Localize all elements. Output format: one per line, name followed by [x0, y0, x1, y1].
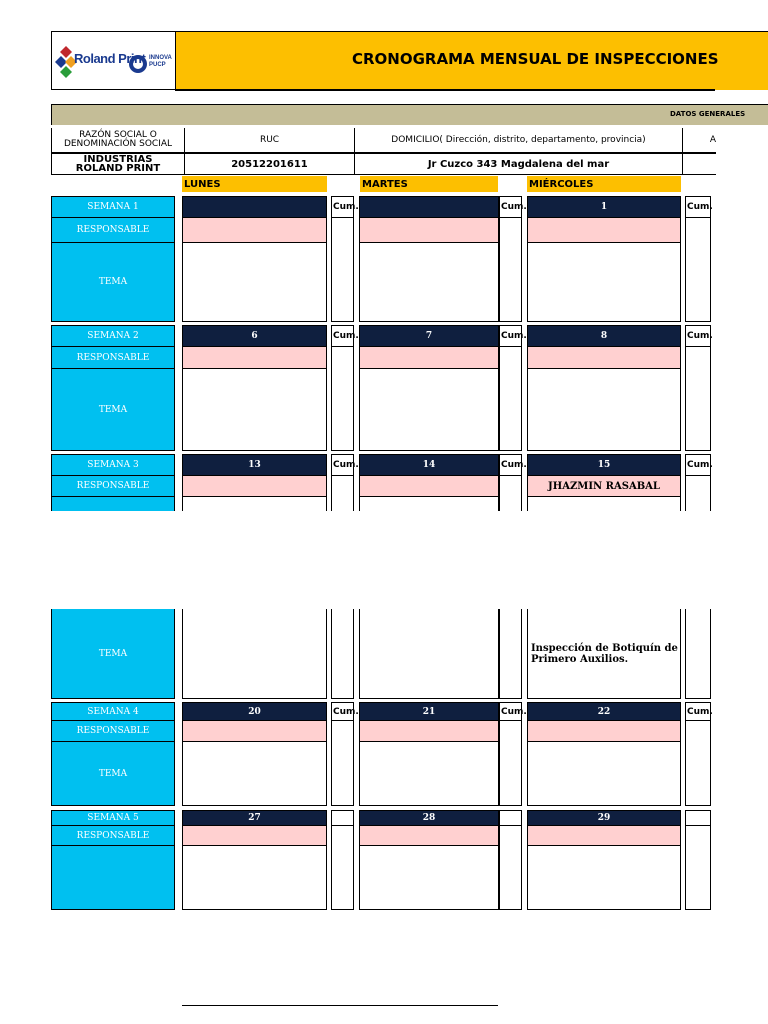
w3-tue-date: 14	[359, 454, 499, 476]
w4-mon-tema	[182, 742, 327, 806]
w3-wed-cum-col	[685, 476, 711, 511]
semana-4-label: SEMANA 4	[51, 702, 175, 721]
w1-tue-tema	[359, 243, 499, 322]
w3-wed-tema: Inspección de Botiquín de Primero Auxilios.	[527, 609, 681, 699]
w1-mon-date	[182, 196, 327, 218]
w1-mon-cum-col	[331, 218, 354, 322]
w2-mon-date: 6	[182, 325, 327, 347]
w5-tue-date: 28	[359, 810, 499, 826]
w3-tue-tema	[359, 609, 499, 699]
day-header-lunes: LUNES	[182, 176, 327, 192]
w3-wed-cum-col2	[685, 609, 711, 699]
day-header-miercoles: MIÉRCOLES	[527, 176, 681, 192]
w1-mon-cum: Cum.	[331, 196, 354, 218]
logo-box	[51, 31, 175, 90]
w4-tue-responsable	[359, 721, 499, 742]
w3-wed-cum: Cum.	[685, 454, 711, 476]
semana-4-tema-label: TEMA	[51, 742, 175, 806]
semana-3-tema-label: TEMA	[51, 609, 175, 699]
w4-wed-cum: Cum.	[685, 702, 711, 721]
value-col4	[682, 153, 716, 175]
w5-wed-responsable	[527, 826, 681, 846]
header-col4: A	[682, 128, 716, 153]
w2-mon-cum-col	[331, 347, 354, 451]
w5-tue-tema	[359, 846, 499, 910]
w3-mon-tema	[182, 609, 327, 699]
w1-mon-tema	[182, 243, 327, 322]
w3-wed-tema-top	[527, 497, 681, 511]
header-razon-social: RAZÓN SOCIAL O DENOMINACIÓN SOCIAL	[51, 128, 184, 153]
w1-wed-cum-col	[685, 218, 711, 322]
w1-tue-cum-col	[499, 218, 522, 322]
header-domicilio: DOMICILIO( Dirección, distrito, departamento, provincia)	[354, 128, 682, 153]
w2-mon-responsable	[182, 347, 327, 369]
w1-wed-cum: Cum.	[685, 196, 711, 218]
w2-wed-tema	[527, 369, 681, 451]
w3-mon-tema-top	[182, 497, 327, 511]
semana-1-responsable-label: RESPONSABLE	[51, 218, 175, 243]
w5-mon-responsable	[182, 826, 327, 846]
semana-3-responsable-label: RESPONSABLE	[51, 476, 175, 497]
w1-wed-responsable	[527, 218, 681, 243]
w1-tue-cum: Cum.	[499, 196, 522, 218]
w4-wed-tema	[527, 742, 681, 806]
w5-tue-responsable	[359, 826, 499, 846]
semana-3-tema-top	[51, 497, 175, 511]
w5-mon-tema	[182, 846, 327, 910]
w3-tue-cum: Cum.	[499, 454, 522, 476]
header-ruc: RUC	[184, 128, 354, 153]
w4-tue-tema	[359, 742, 499, 806]
logo-partner-text: INNOVA PUCP	[149, 55, 172, 68]
w2-tue-cum-col	[499, 347, 522, 451]
w5-mon-cum	[331, 810, 354, 826]
w2-wed-cum-col	[685, 347, 711, 451]
semana-2-tema-label: TEMA	[51, 369, 175, 451]
signature-line	[182, 1005, 498, 1006]
w5-wed-tema	[527, 846, 681, 910]
w3-mon-responsable	[182, 476, 327, 497]
day-header-martes: MARTES	[360, 176, 498, 192]
w1-mon-responsable	[182, 218, 327, 243]
w4-mon-responsable	[182, 721, 327, 742]
semana-1-tema-label: TEMA	[51, 243, 175, 322]
semana-2-responsable-label: RESPONSABLE	[51, 347, 175, 369]
w3-tue-cum-col	[499, 476, 522, 511]
w3-tue-tema-top	[359, 497, 499, 511]
w4-mon-date: 20	[182, 702, 327, 721]
w2-mon-cum: Cum.	[331, 325, 354, 347]
logo-brand-text: Roland Print	[74, 51, 146, 66]
w2-mon-tema	[182, 369, 327, 451]
w4-tue-cum: Cum.	[499, 702, 522, 721]
w5-mon-cum-col	[331, 826, 354, 910]
w3-mon-cum-col	[331, 476, 354, 511]
w4-tue-cum-col	[499, 721, 522, 806]
semana-3-label: SEMANA 3	[51, 454, 175, 476]
value-domicilio: Jr Cuzco 343 Magdalena del mar	[354, 153, 682, 175]
w3-tue-cum-col2	[499, 609, 522, 699]
title-band-dark	[175, 89, 715, 91]
w2-wed-responsable	[527, 347, 681, 369]
w5-wed-cum-col	[685, 826, 711, 910]
datos-generales-band	[51, 104, 768, 125]
w2-tue-cum: Cum.	[499, 325, 522, 347]
w3-mon-date: 13	[182, 454, 327, 476]
w1-wed-date: 1	[527, 196, 681, 218]
datos-generales-label: DATOS GENERALES	[670, 110, 746, 118]
page-break-gap	[0, 511, 768, 609]
w4-wed-date: 22	[527, 702, 681, 721]
semana-1-label: SEMANA 1	[51, 196, 175, 218]
w4-mon-cum: Cum.	[331, 702, 354, 721]
w3-wed-date: 15	[527, 454, 681, 476]
w1-tue-responsable	[359, 218, 499, 243]
w1-tue-date	[359, 196, 499, 218]
w4-wed-responsable	[527, 721, 681, 742]
w2-tue-date: 7	[359, 325, 499, 347]
w2-wed-cum: Cum.	[685, 325, 711, 347]
w4-wed-cum-col	[685, 721, 711, 806]
w3-wed-responsable: JHAZMIN RASABAL	[527, 476, 681, 497]
value-ruc: 20512201611	[184, 153, 354, 175]
w2-wed-date: 8	[527, 325, 681, 347]
w5-wed-cum	[685, 810, 711, 826]
semana-5-label: SEMANA 5	[51, 810, 175, 826]
semana-5-tema-label	[51, 846, 175, 910]
semana-4-responsable-label: RESPONSABLE	[51, 721, 175, 742]
w3-mon-cum-col2	[331, 609, 354, 699]
page-title: CRONOGRAMA MENSUAL DE INSPECCIONES	[352, 50, 719, 68]
w4-tue-date: 21	[359, 702, 499, 721]
w3-tue-responsable	[359, 476, 499, 497]
value-razon-social: INDUSTRIAS ROLAND PRINT	[51, 153, 184, 175]
w5-tue-cum	[499, 810, 522, 826]
w2-tue-responsable	[359, 347, 499, 369]
w5-mon-date: 27	[182, 810, 327, 826]
semana-5-responsable-label: RESPONSABLE	[51, 826, 175, 846]
w3-mon-cum: Cum.	[331, 454, 354, 476]
semana-2-label: SEMANA 2	[51, 325, 175, 347]
w4-mon-cum-col	[331, 721, 354, 806]
w5-wed-date: 29	[527, 810, 681, 826]
w2-tue-tema	[359, 369, 499, 451]
w1-wed-tema	[527, 243, 681, 322]
w5-tue-cum-col	[499, 826, 522, 910]
